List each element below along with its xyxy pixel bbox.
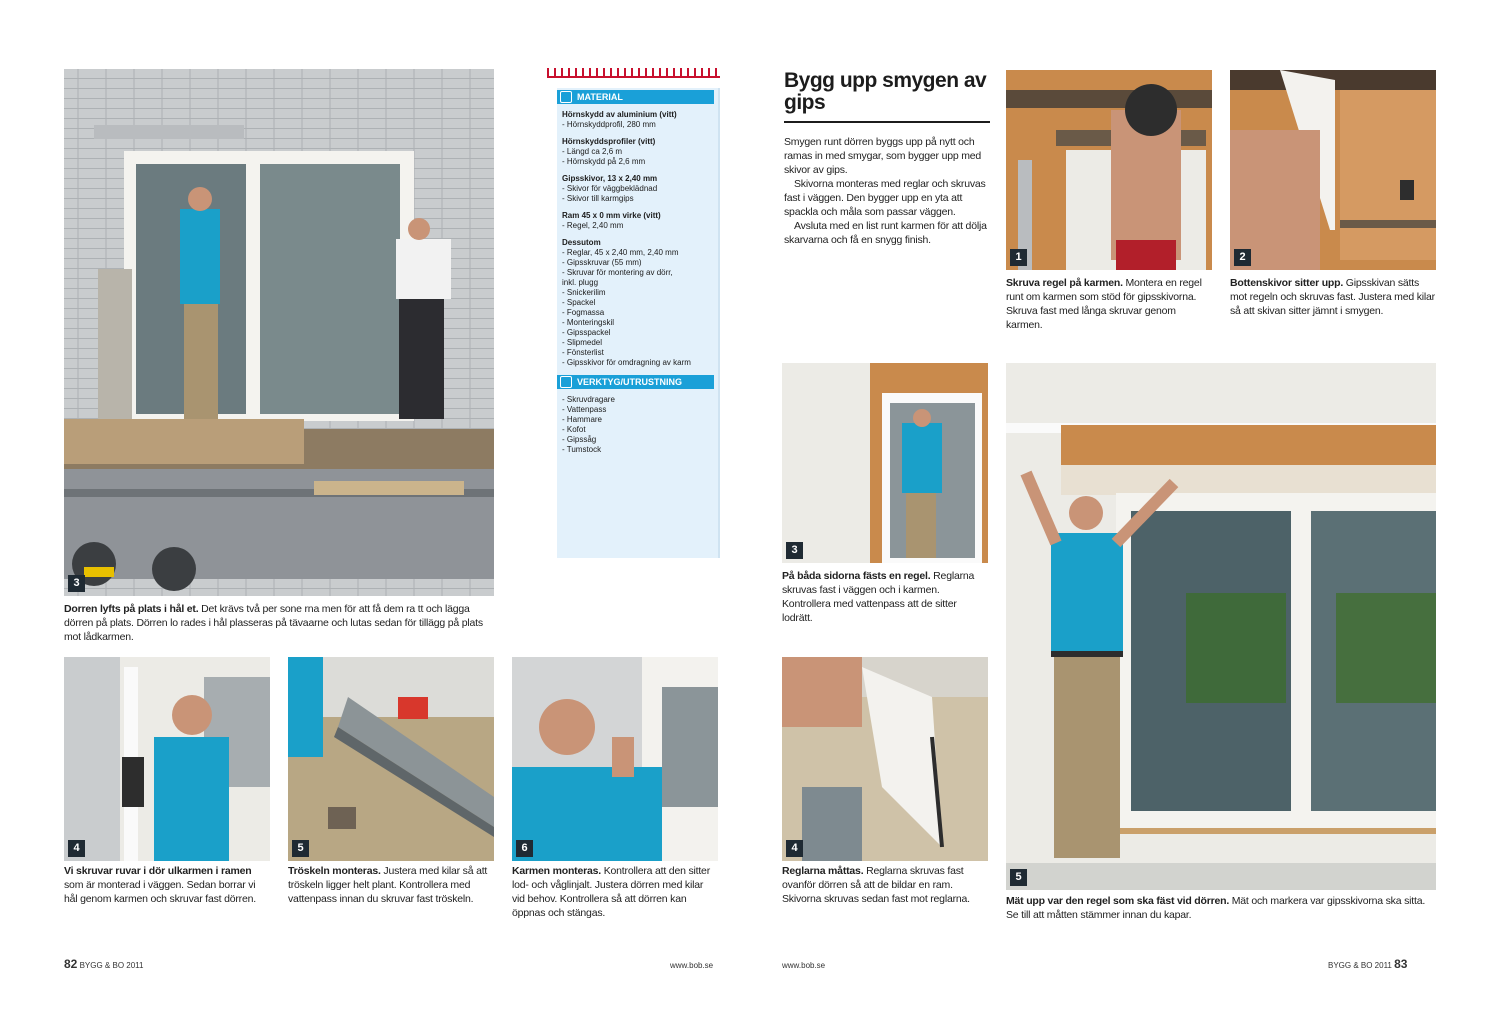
list-item: - Gipsskruvar (55 mm): [562, 258, 642, 267]
list-item: - Skruvdragare: [562, 395, 615, 404]
caption-lead: Dorren lyfts på plats i hål et.: [64, 603, 199, 615]
photo-number: 4: [68, 840, 85, 857]
bottenskivor-illustration: [1230, 70, 1436, 270]
photo-mat-regel: [1006, 363, 1436, 890]
list-item: - Tumstock: [562, 445, 602, 454]
photo-threshold: [288, 657, 494, 861]
caption-lead: Vi skruvar ruvar i dör ulkarmen i ramen: [64, 865, 252, 877]
list-item: - Spackel: [562, 298, 596, 307]
list-group: [557, 174, 718, 204]
list-group: [557, 110, 718, 130]
magazine-name: BYGG & BO 2011: [79, 961, 144, 970]
caption-door-lift: [64, 602, 494, 644]
list-item: - Gipsskivor för omdragning av karm: [562, 358, 691, 367]
photo-regel-karm: [1006, 70, 1212, 270]
photo-number: 6: [516, 840, 533, 857]
site-url: www.bob.se: [782, 961, 826, 970]
site-url: www.bob.se: [670, 961, 714, 970]
article-intro: [784, 135, 990, 247]
list-item: - Hörnskydd på 2,6 mm: [562, 157, 646, 166]
wrench-icon: [560, 376, 572, 388]
intro-paragraph: Smygen runt dörren byggs upp på nytt och ramas in med smygar, som bygger upp med skivor av gips.: [784, 136, 982, 176]
list-item: - Monteringskil: [562, 318, 615, 327]
list-group-title: Dessutom: [562, 238, 601, 247]
list-group-title: Hörnskydd av aluminium (vitt): [562, 110, 677, 119]
caption-text: Gipsskivan sätts mot regeln och skruvas fast. Justera med kilar så att skivan sitter jämnt i smygen.: [1230, 277, 1435, 317]
reglar-mattas-illustration: [782, 657, 988, 861]
material-heading: MATERIAL: [557, 90, 714, 104]
photo-bottenskivor: [1230, 70, 1436, 270]
list-item: - Skruvar för montering av dörr,: [562, 268, 673, 277]
left-footer-site: [670, 961, 713, 970]
threshold-illustration: [288, 657, 494, 861]
photo-number: 5: [292, 840, 309, 857]
caption-text: Kontrollera att den sitter lod- och våglinjalt. Justera dörren med kilar vid behov. Kontrollera så att dörren kan öppnas och stängas.: [512, 865, 710, 919]
caption-frame: [512, 864, 718, 920]
list-group-title: Ram 45 x 0 mm virke (vitt): [562, 211, 661, 220]
photo-door-lift: [64, 69, 494, 596]
caption-lead: Bottenskivor sitter upp.: [1230, 277, 1344, 289]
list-item: - Hörnskyddprofil, 280 mm: [562, 120, 656, 129]
caption-lead: Skruva regel på karmen.: [1006, 277, 1123, 289]
list-item: - Hammare: [562, 415, 603, 424]
list-group-title: Hörnskyddsprofiler (vitt): [562, 137, 656, 146]
caption-mat-regel: [1006, 894, 1436, 922]
list-item: - Snickerilim: [562, 288, 606, 297]
list-item: - Skivor till karmgips: [562, 194, 634, 203]
tools-heading: VERKTYG/UTRUSTNING: [557, 375, 714, 389]
caption-threshold: [288, 864, 494, 906]
list-group: [557, 238, 718, 368]
list-item: - Reglar, 45 x 2,40 mm, 2,40 mm: [562, 248, 679, 257]
photo-number: 1: [1010, 249, 1027, 266]
page-number: 82: [64, 957, 78, 971]
decorative-rule: [547, 68, 720, 78]
caption-text: Det krävs två per sone rna men för att få dem ra tt och lägga dörren på plats. Dörren lo rades i hål plasseras på tävaarne och lutas sedan för tillägg på plats mot lådkarmen.: [64, 603, 483, 643]
caption-text: som är monterad i väggen. Sedan borrar vi hål genom karmen och skruvar fast dörren.: [64, 879, 256, 905]
caption-bottenskivor: [1230, 276, 1436, 318]
frame-illustration: [512, 657, 718, 861]
photo-number: 3: [786, 542, 803, 559]
intro-paragraph: Avsluta med en list runt karmen för att dölja skarvarna och få en snygg finish.: [784, 220, 987, 246]
magazine-name: BYGG & BO 2011: [1328, 961, 1392, 970]
list-item: - Fogmassa: [562, 308, 605, 317]
caption-lead: Tröskeln monteras.: [288, 865, 381, 877]
list-group: [557, 211, 718, 231]
list-item: - Längd ca 2,6 m: [562, 147, 623, 156]
regel-karm-illustration: [1006, 70, 1212, 270]
right-footer: [1328, 957, 1407, 971]
caption-text: Reglarna skruvas fast ovanför dörren så att de bildar en ram. Skivorna skruvas sedan fast mot reglarna.: [782, 865, 970, 905]
list-group-title: Gipsskivor, 13 x 2,40 mm: [562, 174, 658, 183]
caption-text: Montera en regel runt om karmen som stöd för gipsskivorna. Skruva fast med långa skruvar genom karmen.: [1006, 277, 1202, 331]
list-item: - Fönsterlist: [562, 348, 604, 357]
list-item: - Kofot: [562, 425, 586, 434]
list-item: - Gipssåg: [562, 435, 597, 444]
list-group: [557, 395, 718, 455]
caption-text: Justera med kilar så att tröskeln ligger helt plant. Kontrollera med vattenpass innan du skruvar fast tröskeln.: [288, 865, 488, 905]
article-title: Bygg upp smygen av gips: [784, 69, 987, 114]
material-box: [557, 88, 720, 558]
caption-lead: Karmen monteras.: [512, 865, 601, 877]
photo-frame: [512, 657, 718, 861]
caption-reglar-mattas: [782, 864, 988, 906]
photo-number: 5: [1010, 869, 1027, 886]
list-item: - Gipsspackel: [562, 328, 611, 337]
caption-drilling: [64, 864, 270, 906]
list-item: inkl. plugg: [562, 278, 599, 287]
drilling-illustration: [64, 657, 270, 861]
caption-regel-sidor: [782, 569, 988, 625]
photo-reglar-mattas: [782, 657, 988, 861]
photo-number: 4: [786, 840, 803, 857]
caption-text: Mät och markera var gipsskivorna ska sitta. Se till att måtten stämmer innan du kapar.: [1006, 895, 1426, 921]
list-item: - Skivor för väggbeklädnad: [562, 184, 658, 193]
intro-paragraph: Skivorna monteras med reglar och skruvas fast i väggen. Den bygger upp en yta att spackla och måla som passar väggen.: [784, 178, 986, 218]
regel-sidor-illustration: [782, 363, 988, 563]
page-number: 83: [1394, 957, 1408, 971]
material-sidebar: [547, 68, 720, 558]
photo-number: 2: [1234, 249, 1251, 266]
caption-regel-karm: [1006, 276, 1212, 332]
door-lift-illustration: [64, 69, 494, 596]
caption-text: Reglarna skruvas fast i väggen och i karmen. Kontrollera med vattenpass att de sitter lodrätt.: [782, 570, 975, 624]
toolbox-icon: [560, 91, 572, 103]
left-footer: [64, 957, 143, 971]
list-item: - Vattenpass: [562, 405, 607, 414]
tools-groups: [557, 395, 718, 455]
list-item: - Regel, 2,40 mm: [562, 221, 624, 230]
title-rule: [784, 121, 990, 123]
photo-regel-sidor: [782, 363, 988, 563]
mat-regel-illustration: [1006, 363, 1436, 890]
caption-lead: Reglarna måttas.: [782, 865, 864, 877]
photo-drilling: [64, 657, 270, 861]
caption-lead: På båda sidorna fästs en regel.: [782, 570, 931, 582]
right-footer-site: [782, 961, 825, 970]
caption-lead: Mät upp var den regel som ska fäst vid dörren.: [1006, 895, 1230, 907]
photo-number: 3: [68, 575, 85, 592]
material-groups: [557, 110, 718, 368]
list-group: [557, 137, 718, 167]
list-item: - Slipmedel: [562, 338, 603, 347]
